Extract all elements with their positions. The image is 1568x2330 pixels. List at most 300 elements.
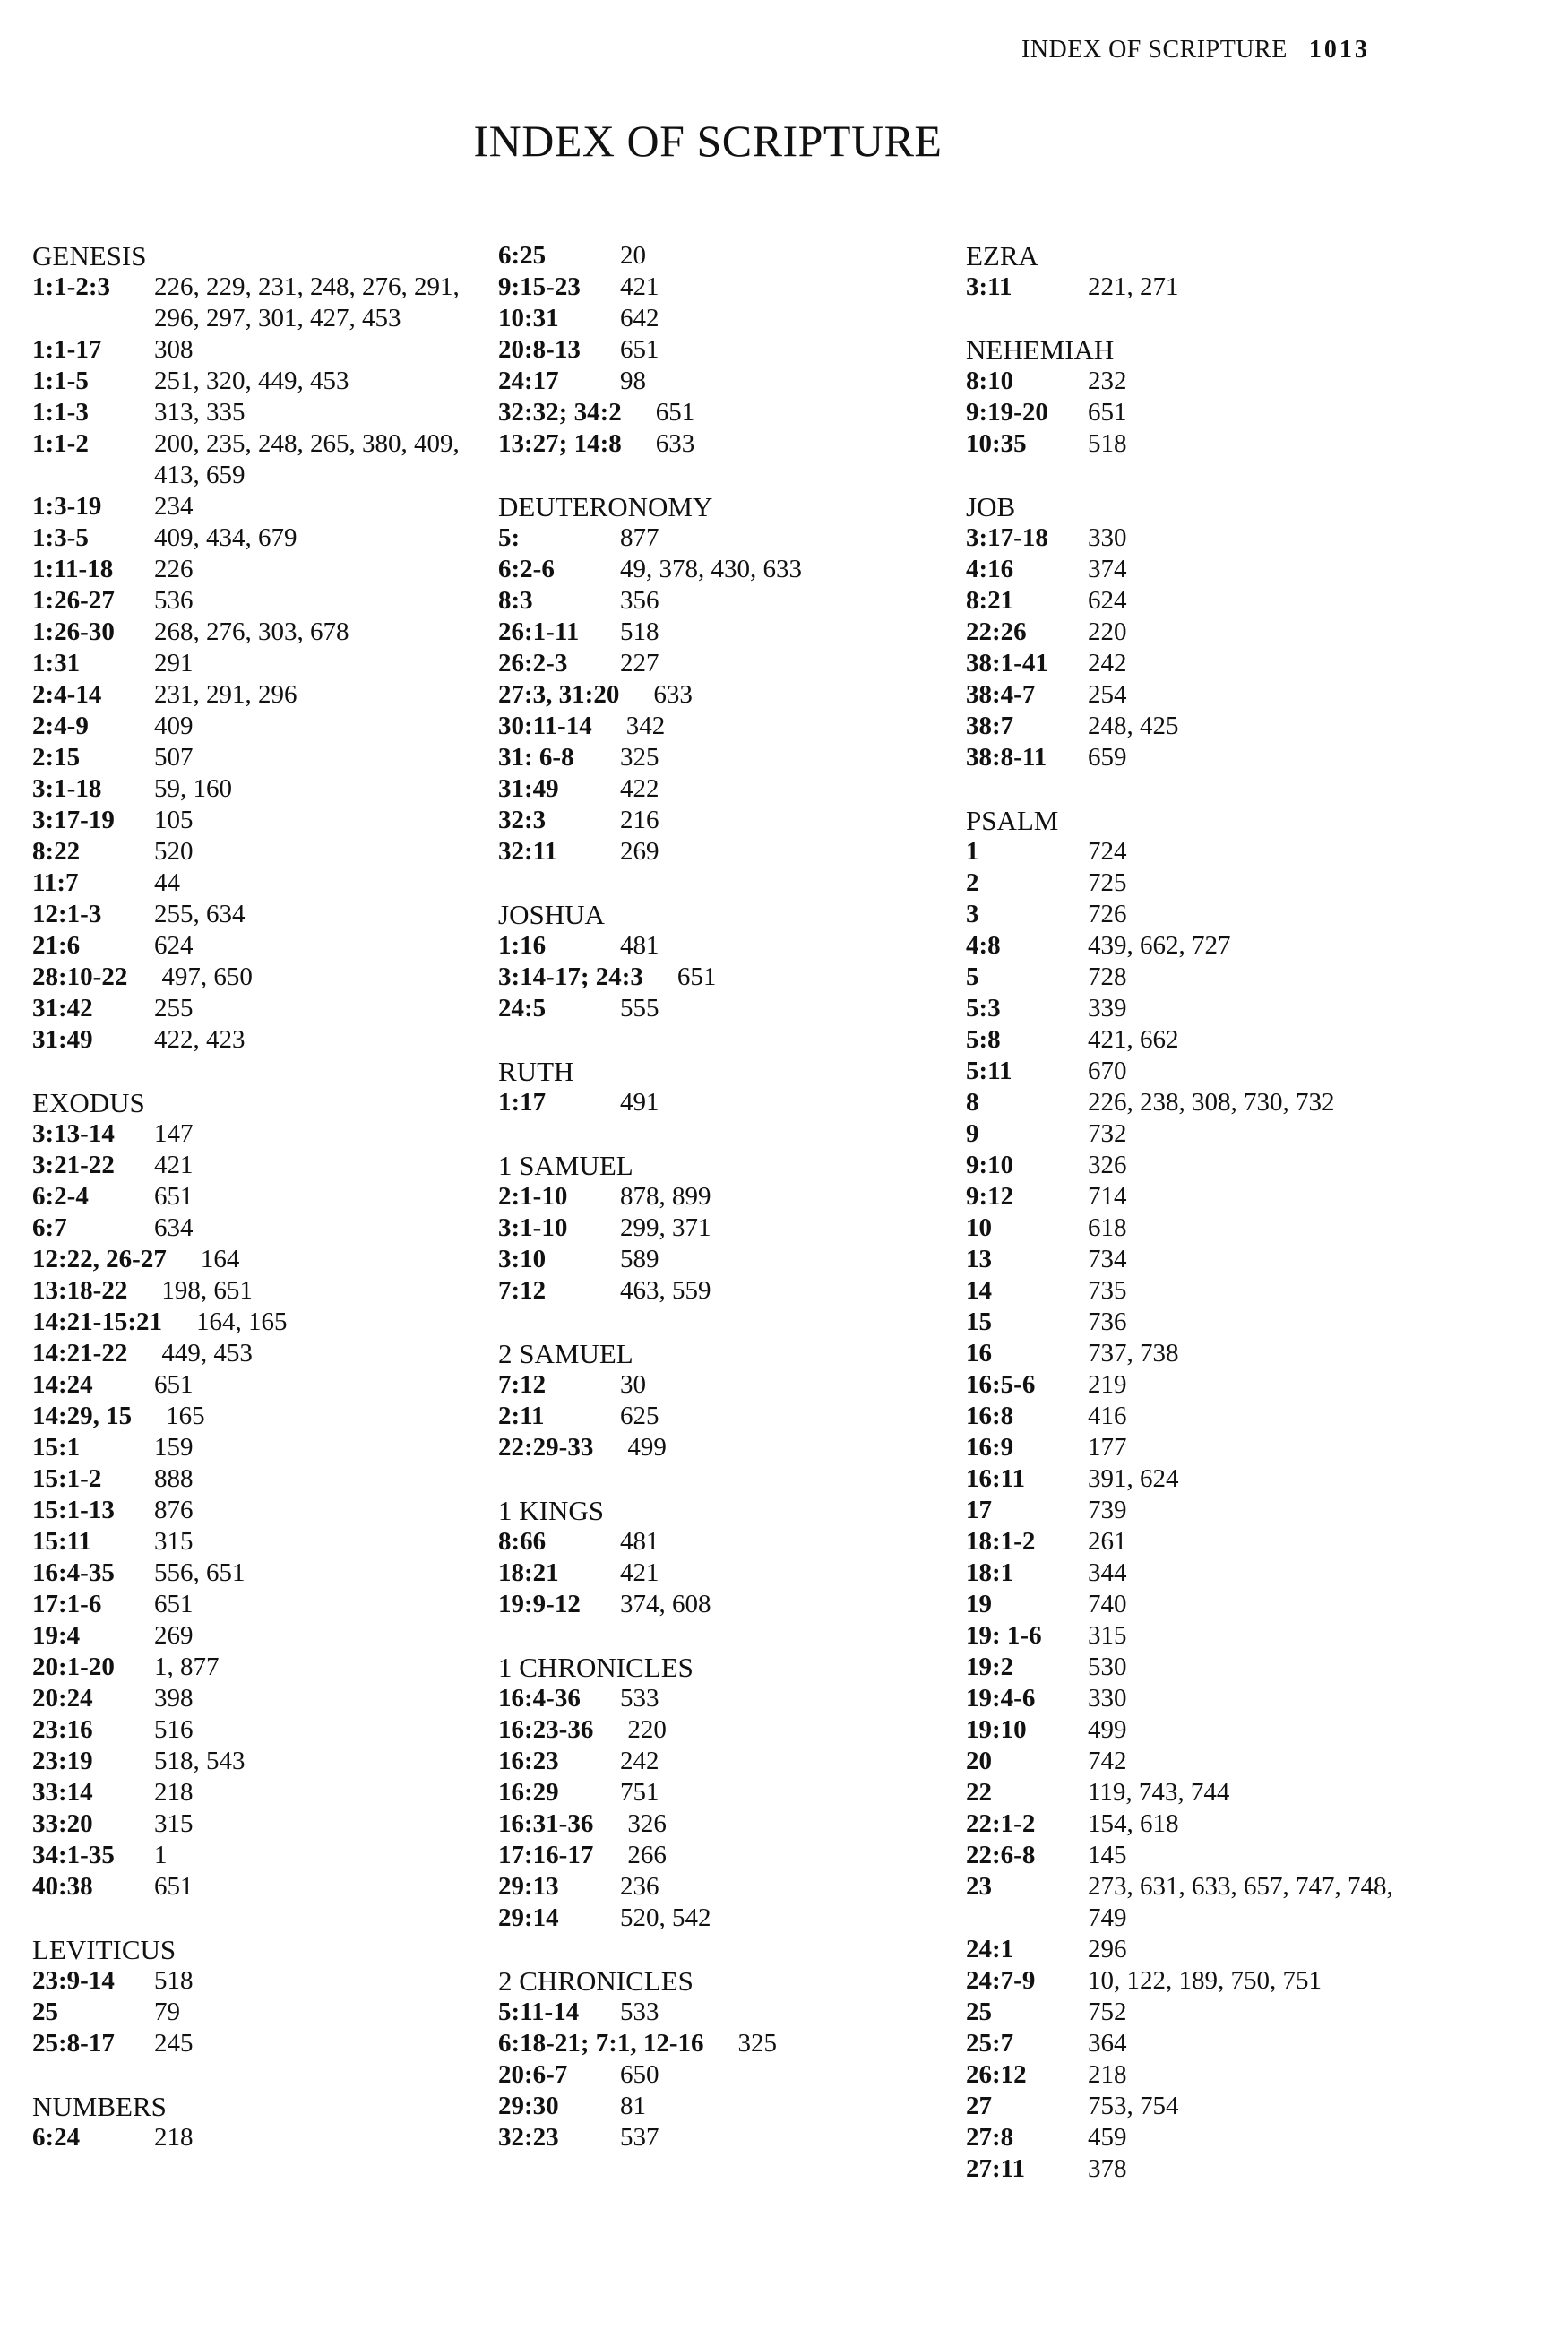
scripture-reference: 13	[966, 1245, 992, 1273]
index-entry	[32, 617, 480, 648]
page-references: 728	[1088, 962, 1127, 991]
index-entry	[498, 617, 946, 648]
scripture-reference: 32:3	[498, 806, 547, 834]
scripture-reference: 31: 6-8	[498, 743, 574, 772]
page-references: 497, 650	[161, 962, 253, 991]
index-entry	[498, 1714, 946, 1746]
index-entry	[32, 1401, 480, 1432]
index-entry	[966, 397, 1414, 428]
page-references: 198, 651	[161, 1276, 253, 1305]
index-entry	[32, 1714, 480, 1746]
scripture-reference: 5:3	[966, 994, 1001, 1023]
page-references: 633	[653, 680, 693, 709]
scripture-reference: 40:38	[32, 1872, 93, 1901]
scripture-reference: 10:31	[498, 304, 559, 332]
index-entry	[32, 1150, 480, 1181]
scripture-reference: 12:22, 26-27	[32, 1245, 167, 1273]
index-entry	[966, 1118, 1414, 1150]
page-references: 742	[1088, 1747, 1127, 1775]
page-references: 421	[620, 272, 659, 301]
page-references: 227	[620, 649, 659, 677]
scripture-reference: 24:17	[498, 367, 559, 395]
index-entry	[32, 1871, 480, 1903]
scripture-reference: 4:16	[966, 555, 1014, 583]
scripture-reference: 3	[966, 900, 979, 928]
page-references: 226	[154, 555, 194, 583]
page-references: 59, 160	[154, 774, 232, 803]
scripture-reference: 19:10	[966, 1715, 1027, 1744]
index-entry	[498, 2122, 946, 2153]
index-entry	[966, 617, 1414, 648]
scripture-reference: 1:1-2	[32, 429, 89, 458]
scripture-reference: 2	[966, 868, 979, 897]
scripture-reference: 8	[966, 1088, 979, 1117]
page-references: 533	[620, 1998, 659, 2026]
page-references: 20	[620, 241, 646, 270]
index-entry	[966, 1934, 1414, 1965]
scripture-reference: 13:18-22	[32, 1276, 128, 1305]
scripture-reference: 11:7	[32, 868, 79, 897]
index-entry	[966, 272, 1414, 303]
index-book-section	[32, 1087, 480, 1903]
index-entry	[966, 1181, 1414, 1212]
scripture-reference: 6:7	[32, 1213, 67, 1242]
index-entry	[32, 1558, 480, 1589]
book-heading: 1 KINGS	[498, 1495, 604, 1526]
book-heading: JOSHUA	[498, 899, 605, 930]
scripture-reference: 17	[966, 1496, 992, 1524]
page-references: 740	[1088, 1590, 1127, 1618]
scripture-reference: 6:2-4	[32, 1182, 89, 1211]
scripture-reference: 7:12	[498, 1370, 547, 1399]
page-references: 364	[1088, 2029, 1127, 2058]
index-entry	[498, 711, 946, 742]
scripture-reference: 16:23	[498, 1747, 559, 1775]
page-references: 518	[154, 1966, 194, 1995]
scripture-reference: 23	[966, 1872, 992, 1901]
page-references: 81	[620, 2092, 646, 2120]
scripture-reference: 14:21-15:21	[32, 1307, 162, 1336]
index-entry	[966, 1275, 1414, 1307]
page-references: 633	[655, 429, 695, 458]
scripture-reference: 1:3-5	[32, 523, 89, 552]
index-entry	[966, 1997, 1414, 2028]
page-references: 416	[1088, 1402, 1127, 1430]
index-entry	[32, 930, 480, 962]
index-entry	[32, 366, 480, 397]
index-entry	[498, 554, 946, 585]
book-heading: PSALM	[966, 805, 1059, 836]
index-entry	[498, 805, 946, 836]
scripture-reference: 19:2	[966, 1653, 1014, 1681]
scripture-reference: 29:30	[498, 2092, 559, 2120]
page-references: 391, 624	[1088, 1464, 1179, 1493]
scripture-reference: 20:1-20	[32, 1653, 115, 1681]
page-references: 339	[1088, 994, 1127, 1023]
scripture-reference: 25	[966, 1998, 992, 2026]
page-references: 30	[620, 1370, 646, 1399]
index-book-section	[32, 2091, 480, 2153]
scripture-reference: 3:14-17; 24:3	[498, 962, 643, 991]
scripture-reference: 16:9	[966, 1433, 1014, 1462]
page-references: 242	[1088, 649, 1127, 677]
page-references: 1	[154, 1841, 168, 1869]
scripture-reference: 19:4-6	[966, 1684, 1036, 1713]
page-references: 216	[620, 806, 659, 834]
page-references: 299, 371	[620, 1213, 711, 1242]
index-entry	[966, 1746, 1414, 1777]
index-book-section	[966, 240, 1414, 303]
page-references: 449, 453	[161, 1339, 253, 1368]
index-entry	[966, 1369, 1414, 1401]
page-references: 726	[1088, 900, 1127, 928]
page-references: 507	[154, 743, 194, 772]
index-entry	[498, 272, 946, 303]
page-references: 537	[620, 2123, 659, 2152]
scripture-reference: 6:25	[498, 241, 547, 270]
scripture-reference: 1	[966, 837, 979, 866]
book-heading: NEHEMIAH	[966, 334, 1115, 366]
page-references: 221, 271	[1088, 272, 1179, 301]
page-references: 1, 877	[154, 1653, 220, 1681]
index-entry	[32, 993, 480, 1024]
index-entry	[32, 397, 480, 428]
index-entry	[32, 836, 480, 867]
scripture-reference: 34:1-35	[32, 1841, 115, 1869]
scripture-reference: 10:35	[966, 429, 1027, 458]
scripture-reference: 20:6-7	[498, 2060, 568, 2089]
index-entry	[966, 1495, 1414, 1526]
page-title: INDEX OF SCRIPTURE	[473, 116, 943, 166]
index-entry	[32, 773, 480, 805]
page-references: 325	[737, 2029, 778, 2058]
scripture-reference: 8:66	[498, 1527, 547, 1556]
index-entry	[498, 1401, 946, 1432]
page-references: 79	[154, 1998, 180, 2026]
index-entry	[498, 773, 946, 805]
page-references: 147	[154, 1119, 194, 1148]
scripture-reference: 5:11	[966, 1057, 1012, 1085]
page-references: 634	[154, 1213, 194, 1242]
scripture-reference: 29:13	[498, 1872, 559, 1901]
page-references: 518, 543	[154, 1747, 246, 1775]
index-entry	[32, 491, 480, 522]
page-references: 325	[620, 743, 659, 772]
index-entry	[32, 962, 480, 993]
index-entry	[966, 554, 1414, 585]
index-entry	[498, 1212, 946, 1244]
page-references: 236	[620, 1872, 659, 1901]
scripture-reference: 17:1-6	[32, 1590, 102, 1618]
page-references: 536	[154, 586, 194, 615]
index-entry	[32, 2122, 480, 2153]
index-entry	[966, 648, 1414, 679]
index-entry	[966, 1463, 1414, 1495]
index-entry	[32, 1338, 480, 1369]
page-references: 254	[1088, 680, 1127, 709]
scripture-reference: 27:11	[966, 2154, 1026, 2183]
index-entry	[498, 2059, 946, 2091]
index-book-section	[498, 1338, 946, 1463]
page-references: 326	[1088, 1151, 1127, 1179]
page-references: 651	[676, 962, 717, 991]
index-entry	[966, 585, 1414, 617]
page-references: 555	[620, 994, 659, 1023]
page-references: 422	[620, 774, 659, 803]
page-references: 732	[1088, 1119, 1127, 1148]
page-references: 219	[1088, 1370, 1127, 1399]
scripture-reference: 27:8	[966, 2123, 1014, 2152]
index-entry	[966, 1558, 1414, 1589]
index-entry	[32, 272, 480, 334]
page-references: 218	[154, 2123, 194, 2152]
index-entry	[498, 334, 946, 366]
scripture-reference: 16:5-6	[966, 1370, 1036, 1399]
scripture-reference: 30:11-14	[498, 712, 592, 740]
index-entry	[32, 1463, 480, 1495]
page-references: 296	[1088, 1935, 1127, 1963]
page-references: 269	[620, 837, 659, 866]
index-entry	[966, 1840, 1414, 1871]
index-entry	[966, 1526, 1414, 1558]
index-entry	[966, 2153, 1414, 2185]
index-entry	[966, 1401, 1414, 1432]
scripture-reference: 28:10-22	[32, 962, 128, 991]
page-references: 752	[1088, 1998, 1127, 2026]
scripture-reference: 22:26	[966, 617, 1027, 646]
page-references: 44	[154, 868, 180, 897]
index-entry	[498, 742, 946, 773]
index-entry	[966, 1056, 1414, 1087]
scripture-reference: 6:18-21; 7:1, 12-16	[498, 2029, 704, 2058]
page-references: 145	[1088, 1841, 1127, 1869]
index-entry	[32, 1244, 480, 1275]
index-book-section	[32, 240, 480, 1056]
index-entry	[966, 742, 1414, 773]
page-references: 245	[154, 2029, 194, 2058]
scripture-reference: 22:1-2	[966, 1809, 1036, 1838]
scripture-reference: 3:13-14	[32, 1119, 115, 1148]
scripture-reference: 15:1	[32, 1433, 81, 1462]
index-entry	[32, 805, 480, 836]
index-entry	[966, 1808, 1414, 1840]
book-heading: 2 CHRONICLES	[498, 1965, 694, 1997]
scripture-reference: 25	[32, 1998, 58, 2026]
page-references: 459	[1088, 2123, 1127, 2152]
scripture-reference: 18:1	[966, 1558, 1014, 1587]
page-references: 624	[1088, 586, 1127, 615]
index-entry	[966, 1087, 1414, 1118]
page-references: 226, 229, 231, 248, 276, 291, 296, 297, 301, 427, 453	[154, 272, 460, 332]
page-references: 315	[154, 1527, 194, 1556]
index-entry	[498, 1244, 946, 1275]
index-entry	[498, 2091, 946, 2122]
index-entry	[32, 1997, 480, 2028]
index-entry	[32, 1118, 480, 1150]
page-references: 876	[154, 1496, 194, 1524]
index-entry	[498, 1777, 946, 1808]
index-entry	[32, 648, 480, 679]
page-references: 670	[1088, 1057, 1127, 1085]
index-entry	[966, 1150, 1414, 1181]
scripture-reference: 1:17	[498, 1088, 547, 1117]
index-entry	[966, 366, 1414, 397]
scripture-reference: 2:15	[32, 743, 81, 772]
page-references: 273, 631, 633, 657, 747, 748, 749	[1088, 1872, 1393, 1932]
index-entry	[966, 1212, 1414, 1244]
index-entry	[498, 1589, 946, 1620]
scripture-reference: 23:16	[32, 1715, 93, 1744]
page-references: 651	[620, 335, 659, 364]
scripture-reference: 5	[966, 962, 979, 991]
index-entry	[966, 836, 1414, 867]
page-references: 330	[1088, 523, 1127, 552]
book-heading: 2 SAMUEL	[498, 1338, 633, 1369]
index-entry	[32, 1840, 480, 1871]
index-book-section	[32, 1934, 480, 2059]
page-references: 518	[1088, 429, 1127, 458]
scripture-reference: 4:8	[966, 931, 1001, 960]
page-references: 533	[620, 1684, 659, 1713]
page-references: 218	[1088, 2060, 1127, 2089]
index-entry	[32, 1181, 480, 1212]
index-book-section	[498, 1150, 946, 1307]
page-references: 422, 423	[154, 1025, 246, 1054]
page-references: 315	[1088, 1621, 1127, 1650]
scripture-reference: 32:32; 34:2	[498, 398, 622, 427]
page-references: 421	[620, 1558, 659, 1587]
page-references: 164, 165	[195, 1307, 288, 1336]
scripture-reference: 8:22	[32, 837, 81, 866]
scripture-reference: 9:10	[966, 1151, 1014, 1179]
page-references: 481	[620, 1527, 659, 1556]
index-entry	[32, 1307, 480, 1338]
page-references: 714	[1088, 1182, 1127, 1211]
scripture-reference: 31:49	[32, 1025, 93, 1054]
page-references: 877	[620, 523, 659, 552]
page-references: 218	[154, 1778, 194, 1807]
index-entry	[966, 1683, 1414, 1714]
page-references: 888	[154, 1464, 194, 1493]
index-entry	[966, 1652, 1414, 1683]
page-references: 374, 608	[620, 1590, 711, 1618]
index-entry	[498, 1683, 946, 1714]
index-book-section	[498, 1652, 946, 1934]
page-references: 378	[1088, 2154, 1127, 2183]
page-references: 651	[154, 1182, 194, 1211]
page-references: 409	[154, 712, 194, 740]
page-number: 1013	[1308, 36, 1370, 64]
index-entry	[966, 930, 1414, 962]
scripture-reference: 3:21-22	[32, 1151, 115, 1179]
page-references: 220	[627, 1715, 667, 1744]
index-entry	[32, 1683, 480, 1714]
page-references: 242	[620, 1747, 659, 1775]
index-entry	[498, 993, 946, 1024]
index-entry	[498, 585, 946, 617]
index-entry	[966, 962, 1414, 993]
page-references: 724	[1088, 837, 1127, 866]
index-entry	[32, 899, 480, 930]
index-entry	[498, 1997, 946, 2028]
scripture-reference: 23:19	[32, 1747, 93, 1775]
scripture-reference: 20	[966, 1747, 992, 1775]
scripture-reference: 5:	[498, 523, 521, 552]
scripture-reference: 13:27; 14:8	[498, 429, 622, 458]
index-column-1	[32, 240, 480, 2185]
index-book-section	[498, 491, 946, 867]
page-references: 232	[1088, 367, 1127, 395]
index-entry	[498, 1432, 946, 1463]
page-references: 421, 662	[1088, 1025, 1179, 1054]
scripture-reference: 1:1-5	[32, 367, 89, 395]
index-entry	[966, 1620, 1414, 1652]
index-column-2	[498, 240, 946, 2185]
scripture-reference: 2:4-9	[32, 712, 89, 740]
index-entry	[498, 962, 946, 993]
index-entry	[966, 1024, 1414, 1056]
scripture-reference: 1:26-27	[32, 586, 115, 615]
page-references: 499	[1088, 1715, 1127, 1744]
scripture-reference: 9:19-20	[966, 398, 1048, 427]
index-entry	[32, 1369, 480, 1401]
scripture-reference: 1:1-17	[32, 335, 102, 364]
index-entry	[32, 554, 480, 585]
scripture-reference: 16:31-36	[498, 1809, 594, 1838]
scripture-reference: 16:4-35	[32, 1558, 115, 1587]
index-entry	[32, 522, 480, 554]
page-references: 463, 559	[620, 1276, 711, 1305]
scripture-reference: 18:1-2	[966, 1527, 1036, 1556]
scripture-reference: 16:11	[966, 1464, 1026, 1493]
page-references: 439, 662, 727	[1088, 931, 1231, 960]
scripture-reference: 16	[966, 1339, 992, 1368]
page-references: 234	[154, 492, 194, 521]
scripture-reference: 31:49	[498, 774, 559, 803]
page-references: 226, 238, 308, 730, 732	[1088, 1088, 1335, 1117]
scripture-reference: 31:42	[32, 994, 93, 1023]
index-entry	[498, 366, 946, 397]
page-references: 291	[154, 649, 194, 677]
scripture-reference: 17:16-17	[498, 1841, 594, 1869]
page-references: 753, 754	[1088, 2092, 1179, 2120]
index-entry	[32, 1808, 480, 1840]
page-references: 200, 235, 248, 265, 380, 409, 413, 659	[154, 429, 460, 489]
running-head-title: INDEX OF SCRIPTURE	[1021, 36, 1288, 64]
index-entry	[966, 2028, 1414, 2059]
index-entry	[966, 522, 1414, 554]
scripture-reference: 16:4-36	[498, 1684, 581, 1713]
scripture-reference: 2:1-10	[498, 1182, 568, 1211]
index-entry	[498, 1746, 946, 1777]
index-entry	[966, 1589, 1414, 1620]
index-column-3	[966, 240, 1414, 2216]
page-references: 736	[1088, 1307, 1127, 1336]
page-references: 589	[620, 1245, 659, 1273]
page-references: 516	[154, 1715, 194, 1744]
index-entry	[32, 1432, 480, 1463]
scripture-reference: 20:8-13	[498, 335, 581, 364]
index-entry	[498, 1808, 946, 1840]
scripture-reference: 3:1-10	[498, 1213, 568, 1242]
scripture-reference: 14:21-22	[32, 1339, 128, 1368]
scripture-reference: 8:21	[966, 586, 1014, 615]
page-references: 642	[620, 304, 659, 332]
scripture-reference: 1:1-3	[32, 398, 89, 427]
index-entry	[966, 1244, 1414, 1275]
index-entry	[966, 711, 1414, 742]
page-references: 119, 743, 744	[1088, 1778, 1230, 1807]
